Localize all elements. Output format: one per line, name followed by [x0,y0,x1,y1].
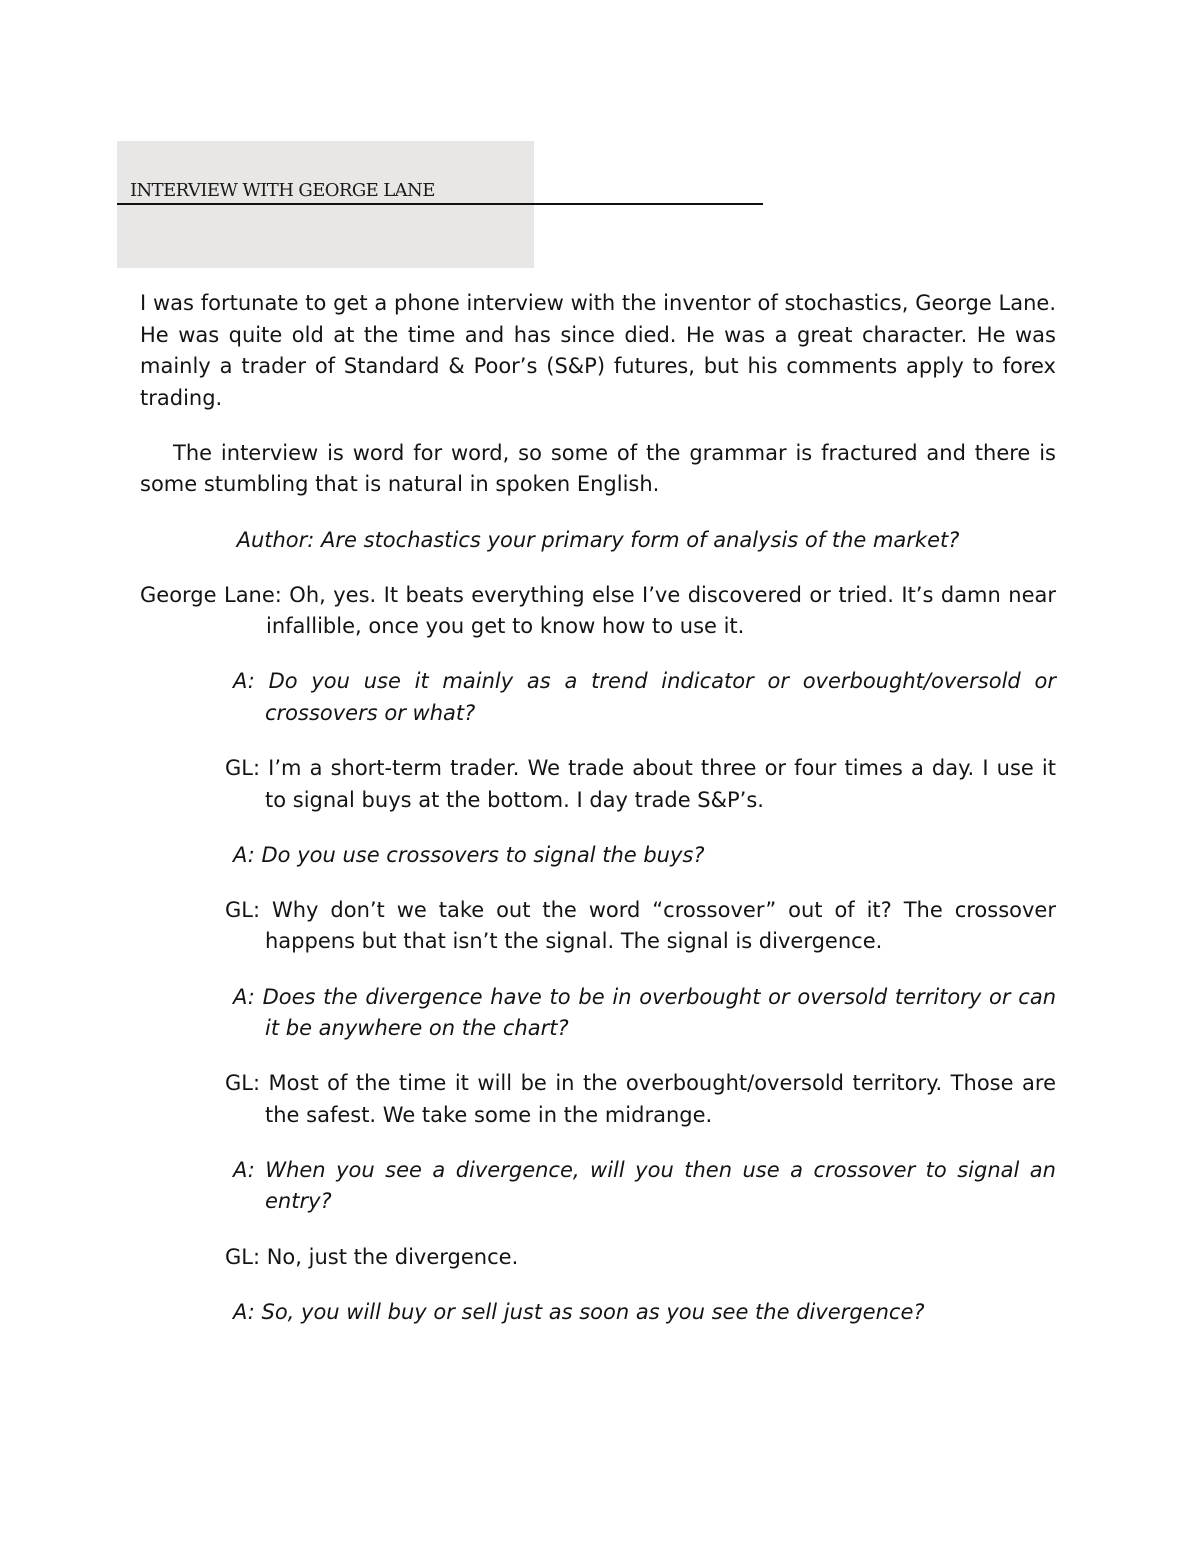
opening-question: Author: Are stochastics your primary form of analysis of the market? [236,527,960,552]
question-paragraph: A: Do you use it mainly as a trend indicator or overbought/oversold or crossovers or what? [233,669,1056,725]
question-paragraph: A: Does the divergence have to be in overbought or oversold territory or can it be anywhere on the chart? [233,984,1056,1041]
question-paragraph: A: When you see a divergence, will you then use a crossover to signal an entry? [233,1157,1056,1214]
chapter-title: INTERVIEW WITH GEORGE LANE [130,180,435,201]
answer-paragraph: GL: Why don’t we take out the word “crossover” out of it? The crossover happens but that isn’t the signal. The signal is divergence. [225,897,1056,954]
answer-paragraph: GL: No, just the divergence. [225,1244,519,1269]
question-paragraph: A: So, you will buy or sell just as soon as you see the divergence? [233,1299,925,1324]
answer-paragraph: GL: Most of the time it will be in the overbought/oversold territory. Those are the safest. We take some in the midrange. [225,1071,1056,1127]
answer-paragraph: GL: I’m a short-term trader. We trade about three or four times a day. I use it to signal buys at the bottom. I day trade S&P’s. [225,756,1056,812]
body-text [140,288,1056,1352]
opening-answer: George Lane: Oh, yes. It beats everything else I’ve discovered or tried. It’s damn near infallible, once you get to know how to use it. [140,582,1056,639]
intro-paragraph: I was fortunate to get a phone interview with the inventor of stochastics, George Lane. He was quite old at the time and has since died. He was a great character. He was mainly a trader of Standard & Poor’s (S&P) futures, but his comments apply to forex trading. [140,291,1056,410]
header-rule [117,203,763,205]
question-paragraph: A: Do you use crossovers to signal the buys? [233,842,705,867]
intro-paragraph: The interview is word for word, so some of the grammar is fractured and there is some stumbling that is natural in spoken English. [140,440,1056,497]
